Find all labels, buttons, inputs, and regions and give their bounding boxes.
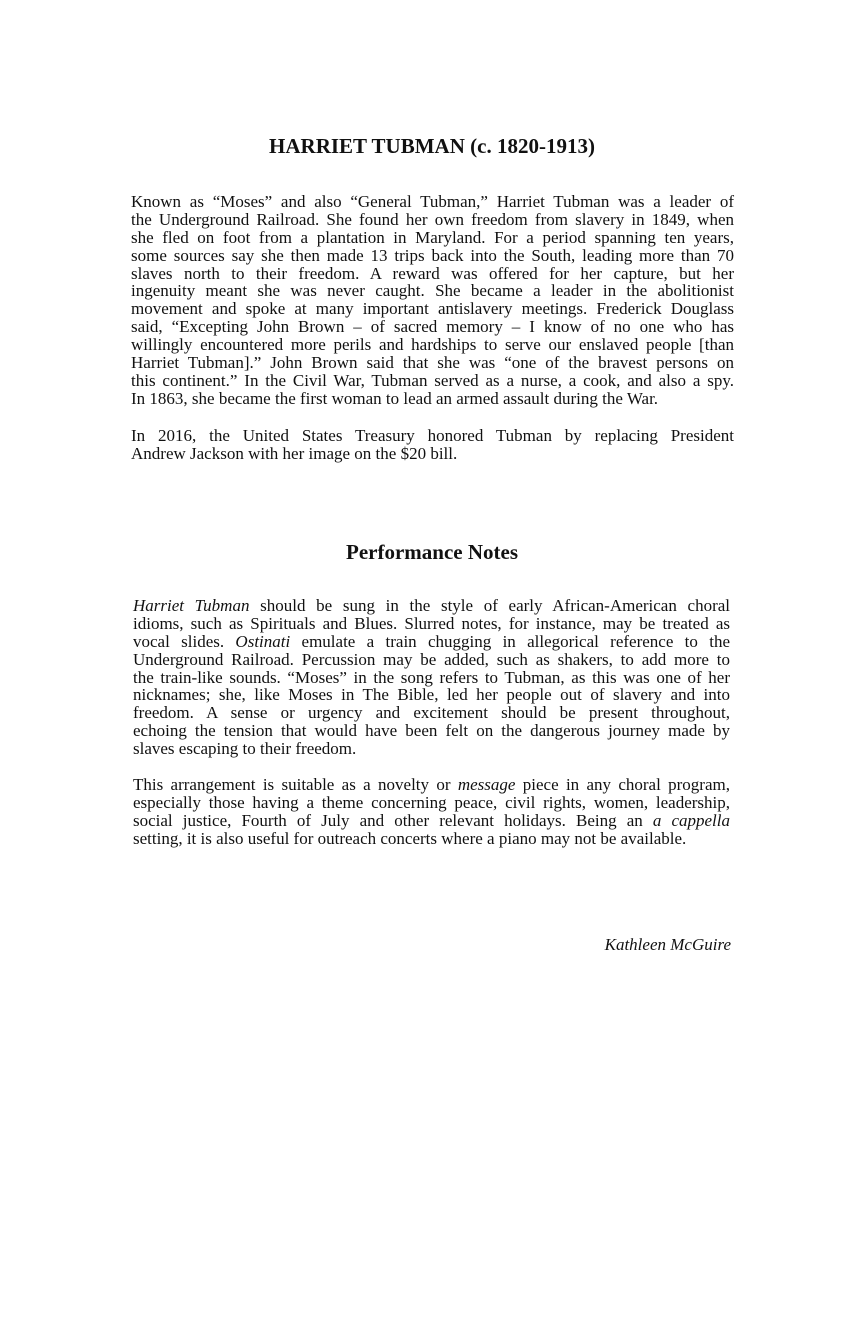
text-segment: slaves escaping to their freedom.: [133, 739, 357, 759]
text-line: [131, 445, 734, 463]
biography-paragraph: [131, 193, 734, 408]
text-segment: idioms, such as Spirituals and Blues. Slurred notes, for instance, may be treated as: [133, 613, 730, 633]
text-line: [131, 390, 734, 408]
text-line: [131, 318, 734, 336]
text-segment: some sources say she then made 13 trips back into the South, leading more than 70: [131, 245, 734, 265]
text-segment: In 2016, the United States Treasury honored Tubman by replacing President: [131, 426, 734, 445]
biography-title: HARRIET TUBMAN (c. 1820-1913): [269, 134, 595, 158]
text-line: [133, 669, 730, 687]
text-segment: the train-like sounds. “Moses” in the song refers to Tubman, as this was one of her: [133, 667, 730, 687]
text-line: [131, 336, 734, 354]
text-segment: piece in any choral program,: [515, 775, 730, 794]
text-segment: slaves north to their freedom. A reward was offered for her capture, but her: [131, 263, 734, 283]
text-line: [133, 633, 730, 651]
text-segment: In 1863, she became the first woman to lead an armed assault during the War.: [131, 388, 659, 408]
text-line: [131, 282, 734, 300]
text-segment: social justice, Fourth of July and other relevant holidays. Being an: [133, 810, 653, 830]
text-segment: Andrew Jackson with her image on the $20 bill.: [131, 443, 458, 463]
italic-text: a cappella: [652, 810, 730, 830]
text-segment: This arrangement is suitable as a novelty or: [133, 775, 458, 794]
text-segment: Underground Railroad. Percussion may be added, such as shakers, to add more to: [133, 649, 730, 669]
text-line: [133, 704, 730, 722]
text-line: [131, 427, 734, 445]
text-line: [133, 812, 730, 830]
performance-notes-title: Performance Notes: [346, 540, 518, 564]
text-line: [131, 265, 734, 283]
treasury-paragraph: [131, 427, 734, 463]
text-line: [131, 247, 734, 265]
text-segment: said, “Excepting John Brown – of sacred memory – I know of no one who has: [131, 317, 734, 337]
text-line: [133, 794, 730, 812]
text-segment: movement and spoke at many important antislavery meetings. Frederick Douglass: [131, 299, 734, 319]
text-segment: she fled on foot from a plantation in Maryland. For a period spanning ten years,: [131, 227, 734, 247]
text-segment: Harriet Tubman].” John Brown said that she was “one of the bravest persons on: [131, 353, 734, 373]
author-signature: Kathleen McGuire: [604, 935, 731, 954]
text-line: [131, 372, 734, 390]
text-line: [131, 211, 734, 229]
text-segment: willingly encountered more perils and hardships to serve our enslaved people [than: [131, 335, 734, 355]
text-segment: Known as “Moses” and also “General Tubman,” Harriet Tubman was a leader of: [131, 192, 734, 211]
italic-text: Ostinati: [235, 631, 291, 651]
text-line: [131, 193, 734, 211]
text-segment: ingenuity meant she was never caught. She became a leader in the abolitionist: [131, 281, 734, 301]
text-line: [133, 597, 730, 615]
text-line: [133, 615, 730, 633]
text-segment: echoing the tension that would have been felt on the dangerous journey made by: [133, 721, 730, 741]
text-line: [133, 740, 730, 758]
text-line: [131, 354, 734, 372]
italic-text: Harriet Tubman: [133, 596, 250, 615]
text-segment: emulate a train chugging in allegorical reference to the: [290, 631, 730, 651]
text-segment: vocal slides.: [133, 631, 236, 651]
text-segment: setting, it is also useful for outreach concerts where a piano may not be available.: [133, 828, 687, 848]
style-paragraph: [133, 597, 730, 758]
text-line: [133, 686, 730, 704]
text-line: [131, 300, 734, 318]
text-line: [133, 830, 730, 848]
text-line: [133, 776, 730, 794]
text-segment: freedom. A sense or urgency and excitement should be present throughout,: [133, 703, 730, 723]
text-segment: especially those having a theme concerning peace, civil rights, women, leadership,: [133, 792, 730, 812]
program-paragraph: [133, 776, 730, 848]
text-line: [133, 651, 730, 669]
text-segment: should be sung in the style of early African-American choral: [249, 596, 730, 615]
text-line: [133, 722, 730, 740]
text-segment: the Underground Railroad. She found her own freedom from slavery in 1849, when: [131, 209, 734, 229]
italic-text: message: [457, 775, 516, 794]
text-line: [131, 229, 734, 247]
text-segment: this continent.” In the Civil War, Tubman served as a nurse, a cook, and also a spy.: [131, 370, 734, 390]
text-segment: nicknames; she, like Moses in The Bible, led her people out of slavery and into: [133, 685, 730, 705]
